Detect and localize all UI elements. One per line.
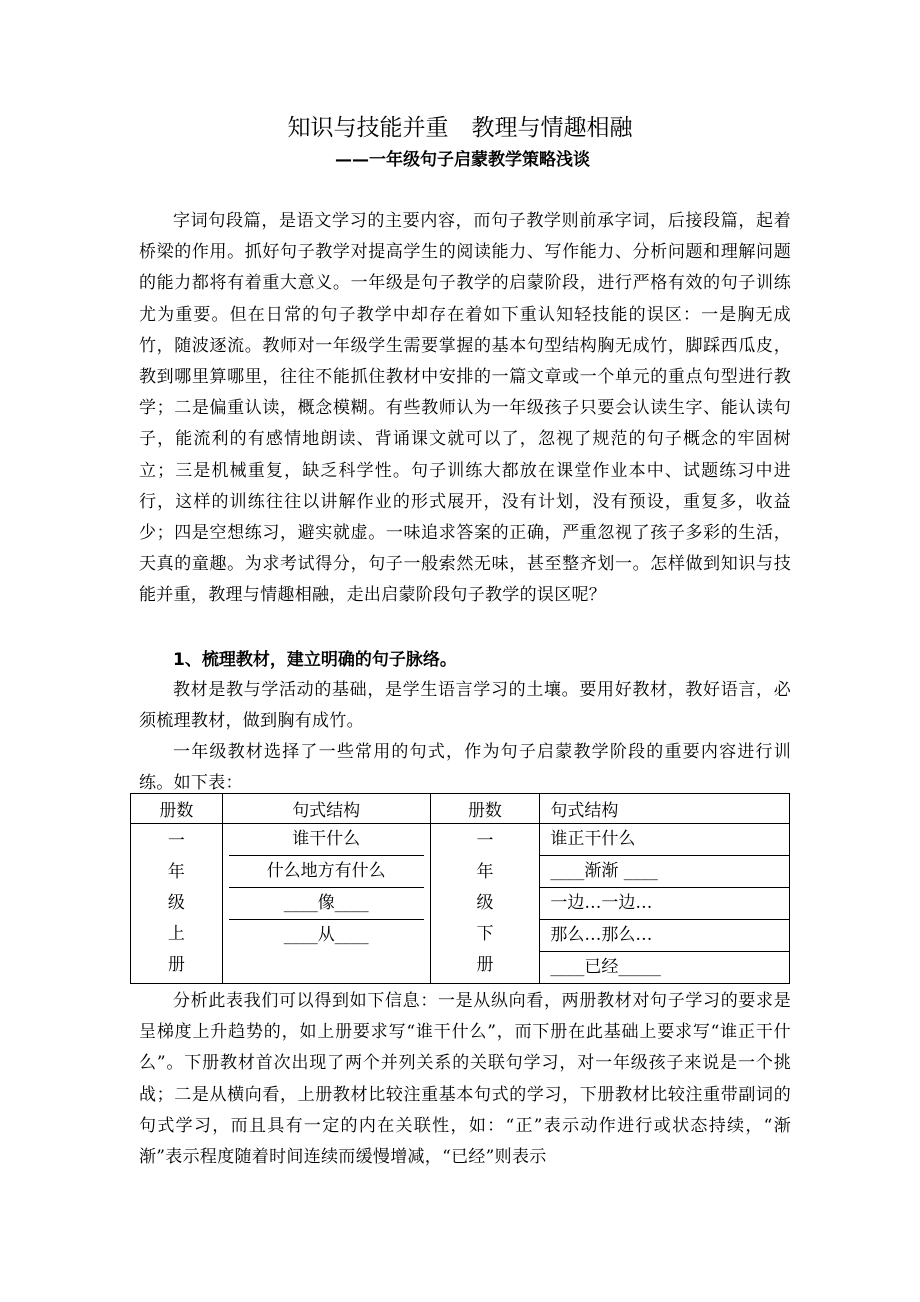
volume-char: 册	[167, 955, 185, 975]
pattern-item: 谁正干什么	[540, 824, 789, 856]
paragraph-textbook: 教材是教与学活动的基础，是学生语言学习的土壤。要用好教材，教好语言，必须梳理教材，做到胸有成竹。	[139, 680, 791, 732]
pattern-item: ____渐渐 ____	[540, 856, 789, 888]
pattern-item: 一边…一边…	[540, 888, 789, 920]
upper-patterns-cell	[222, 824, 430, 984]
table-header-cell: 句式结构	[540, 794, 790, 824]
document-subtitle: ——一年级句子启蒙教学策略浅谈	[335, 150, 590, 170]
sentence-pattern-table	[130, 793, 790, 984]
lower-volume-cell	[430, 824, 540, 984]
pattern-item: 谁干什么	[229, 824, 424, 856]
volume-char: 年	[167, 862, 185, 882]
pattern-item: ____已经_____	[550, 957, 661, 977]
intro-paragraph: 字词句段篇，是语文学习的主要内容，而句子教学则前承字词，后接段篇，起着桥梁的作用。抓好句子教学对提高学生的阅读能力、写作能力、分析问题和理解问题的能力都将有着重大意义。一年级是句子教学的启蒙阶段，进行严格有效的句子训练尤为重要。但在日常的句子教学中却存在着如下重认知轻技能的误区：一是胸无成竹，随波逐流。教师对一年级学生需要掌握的基本句型结构胸无成竹，脚踩西瓜皮，教到哪里算哪里，往往不能抓住教材中安排的一篇文章或一个单元的重点句型进行教学；二是偏重认读，概念模糊。有些教师认为一年级孩子只要会认读生字、能认读句子，能流利的有感情地朗读、背诵课文就可以了，忽视了规范的句子概念的牢固树立；三是机械重复，缺乏科学性。句子训练大都放在课堂作业本中、试题练习中进行，这样的训练往往以讲解作业的形式展开，没有计划，没有预设，重复多，收益少；四是空想练习，避实就虚。一味追求答案的正确，严重忽视了孩子多彩的生活，天真的童趣。为求考试得分，句子一般索然无味，甚至整齐划一。怎样做到知识与技能并重，教理与情趣相融，走出启蒙阶段句子教学的误区呢？	[139, 211, 791, 606]
table-header-cell: 册数	[430, 794, 540, 824]
volume-char: 一	[167, 831, 185, 851]
volume-char: 级	[167, 893, 185, 913]
volume-char: 年	[476, 862, 494, 882]
document-title: 知识与技能并重 教理与情趣相融	[287, 115, 633, 141]
section-heading-1: 1、梳理教材，建立明确的句子脉络。	[173, 650, 457, 670]
pattern-item: ____从____	[283, 925, 369, 945]
volume-char: 上	[167, 924, 185, 944]
pattern-item: 什么地方有什么	[229, 856, 424, 888]
upper-volume-cell	[131, 824, 223, 984]
paragraph-analysis: 分析此表我们可以得到如下信息：一是从纵向看，两册教材对句子学习的要求是呈梯度上升趋势的，如上册要求写“谁干什么”，而下册在此基础上要求写“谁正干什么”。下册教材首次出现了两个并列关系的关联句学习，对一年级孩子来说是一个挑战；二是从横向看，上册教材比较注重基本句式的学习，下册教材比较注重带副词的句式学习，而且具有一定的内在关联性，如：“正”表示动作进行或状态持续，“渐渐”表示程度随着时间连续而缓慢增减，“已经”则表示	[139, 991, 791, 1168]
lower-patterns-cell	[540, 824, 790, 984]
table-header-cell: 册数	[131, 794, 223, 824]
volume-char: 一	[476, 831, 494, 851]
volume-char: 下	[476, 924, 494, 944]
table-header-cell: 句式结构	[222, 794, 430, 824]
table-header-row	[131, 794, 790, 824]
volume-char: 级	[476, 893, 494, 913]
pattern-item: 那么…那么…	[540, 920, 789, 952]
pattern-item: ____像____	[229, 888, 424, 920]
paragraph-sentence-patterns: 一年级教材选择了一些常用的句式，作为句子启蒙教学阶段的重要内容进行训练。如下表：	[139, 742, 791, 794]
volume-char: 册	[476, 955, 494, 975]
table-body-row	[131, 824, 790, 984]
